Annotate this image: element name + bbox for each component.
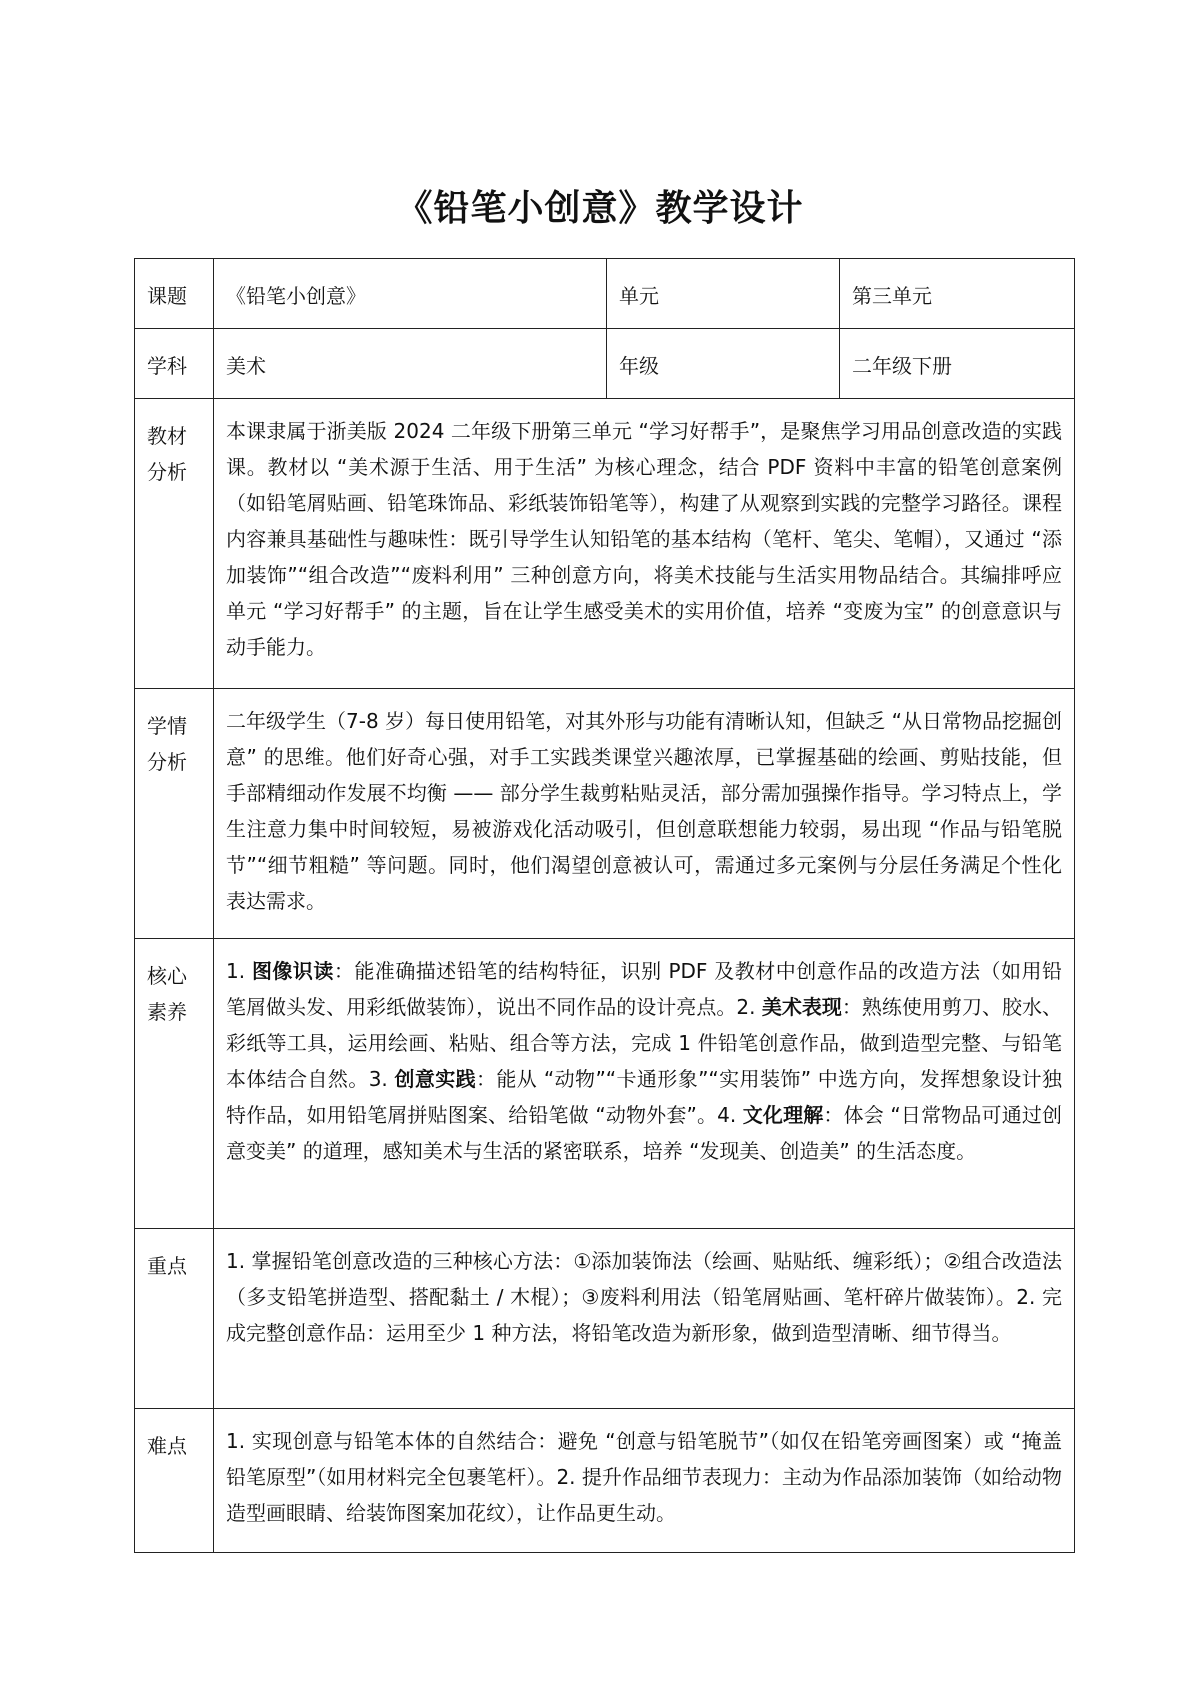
topic-label: 课题 [147, 284, 187, 308]
core-literacy-text-2: ：熟练使用剪刀、胶水、彩纸等工具，运用绘画、粘贴、组合等方法，完成 1 件铅笔创意作品，做到造型完整、与铅笔本体结合自然。 [226, 995, 1063, 1091]
core-literacy-title-2: 美术表现 [761, 995, 842, 1019]
core-literacy-num-3: 3. [368, 1067, 395, 1091]
key-points-label: 重点 [147, 1254, 187, 1278]
core-literacy-text-1: ：能准确描述铅笔的结构特征，识别 PDF 及教材中创意作品的改造方法（如用铅笔屑做头发、用彩纸做装饰），说出不同作品的设计亮点。 [226, 959, 1062, 1019]
table-row-topic [135, 259, 1075, 329]
grade-label: 年级 [607, 329, 840, 399]
key-points-text: 1. 掌握铅笔创意改造的三种核心方法：①添加装饰法（绘画、贴贴纸、缠彩纸）；②组合改造法（多支铅笔拼造型、搭配黏土 / 木棍）；③废料利用法（铅笔屑贴画、笔杆碎片做装饰）。2. 完成完整创意作品：运用至少 1 种方法，将铅笔改造为新形象，做到造型清晰、细节得当。 [214, 1229, 1075, 1409]
core-literacy-num-4: 4. [717, 1103, 743, 1127]
table-row-key-points [135, 1229, 1075, 1409]
learner-analysis-label: 学情分析 [147, 714, 187, 774]
lesson-plan-table [134, 258, 1075, 1553]
difficulties-label-cell [135, 1409, 214, 1553]
core-literacy-label: 核心素养 [147, 964, 187, 1024]
core-literacy-text-4: ：体会 “日常物品可通过创意变美” 的道理，感知美术与生活的紧密联系，培养 “发现美、创造美” 的生活态度。 [226, 1103, 1063, 1163]
core-literacy-label-cell [135, 939, 214, 1229]
topic-label-cell [135, 259, 214, 329]
learner-analysis-label-cell [135, 689, 214, 939]
textbook-analysis-label-cell [135, 399, 214, 689]
table-row-subject [135, 329, 1075, 399]
subject-label: 学科 [147, 354, 187, 378]
core-literacy-title-3: 创意实践 [394, 1067, 477, 1091]
table-row-core-literacy [135, 939, 1075, 1229]
difficulties-text: 1. 实现创意与铅笔本体的自然结合：避免 “创意与铅笔脱节”（如仅在铅笔旁画图案）或 “掩盖铅笔原型”（如用材料完全包裹笔杆）。2. 提升作品细节表现力：主动为作品添加装饰（如给动物造型画眼睛、给装饰图案加花纹），让作品更生动。 [214, 1409, 1075, 1553]
learner-analysis-text: 二年级学生（7-8 岁）每日使用铅笔，对其外形与功能有清晰认知，但缺乏 “从日常物品挖掘创意” 的思维。他们好奇心强，对手工实践类课堂兴趣浓厚，已掌握基础的绘画、剪贴技能，但手部精细动作发展不均衡 —— 部分学生裁剪粘贴灵活，部分需加强操作指导。学习特点上，学生注意力集中时间较短，易被游戏化活动吸引，但创意联想能力较弱，易出现 “作品与铅笔脱节”“细节粗糙” 等问题。同时，他们渴望创意被认可，需通过多元案例与分层任务满足个性化表达需求。 [214, 689, 1075, 939]
core-literacy-title-4: 文化理解 [742, 1103, 824, 1127]
table-row-learner-analysis [135, 689, 1075, 939]
page-title: 《铅笔小创意》教学设计 [396, 188, 804, 229]
core-literacy-text [214, 939, 1075, 1229]
subject-label-cell [135, 329, 214, 399]
unit-value: 第三单元 [840, 259, 1075, 329]
core-literacy-title-1: 图像识读 [251, 959, 334, 983]
topic-value: 《铅笔小创意》 [214, 259, 607, 329]
textbook-analysis-text: 本课隶属于浙美版 2024 二年级下册第三单元 “学习好帮手”，是聚焦学习用品创意改造的实践课。教材以 “美术源于生活、用于生活” 为核心理念，结合 PDF 资料中丰富的铅笔创意案例（如铅笔屑贴画、铅笔珠饰品、彩纸装饰铅笔等），构建了从观察到实践的完整学习路径。课程内容兼具基础性与趣味性：既引导学生认知铅笔的基本结构（笔杆、笔尖、笔帽），又通过 “添加装饰”“组合改造”“废料利用” 三种创意方向，将美术技能与生活实用物品结合。其编排呼应单元 “学习好帮手” 的主题，旨在让学生感受美术的实用价值，培养 “变废为宝” 的创意意识与动手能力。 [214, 399, 1075, 689]
grade-value: 二年级下册 [840, 329, 1075, 399]
table-row-textbook-analysis [135, 399, 1075, 689]
core-literacy-num-2: 2. [736, 995, 762, 1019]
core-literacy-num-1: 1. [226, 959, 252, 983]
subject-value: 美术 [214, 329, 607, 399]
table-row-difficulties [135, 1409, 1075, 1553]
key-points-label-cell [135, 1229, 214, 1409]
difficulties-label: 难点 [147, 1434, 187, 1458]
textbook-analysis-label: 教材分析 [147, 424, 187, 484]
core-literacy-text-3: ：能从 “动物”“卡通形象”“实用装饰” 中选方向，发挥想象设计独特作品，如用铅笔屑拼贴图案、给铅笔做 “动物外套”。 [226, 1067, 1063, 1127]
unit-label: 单元 [607, 259, 840, 329]
